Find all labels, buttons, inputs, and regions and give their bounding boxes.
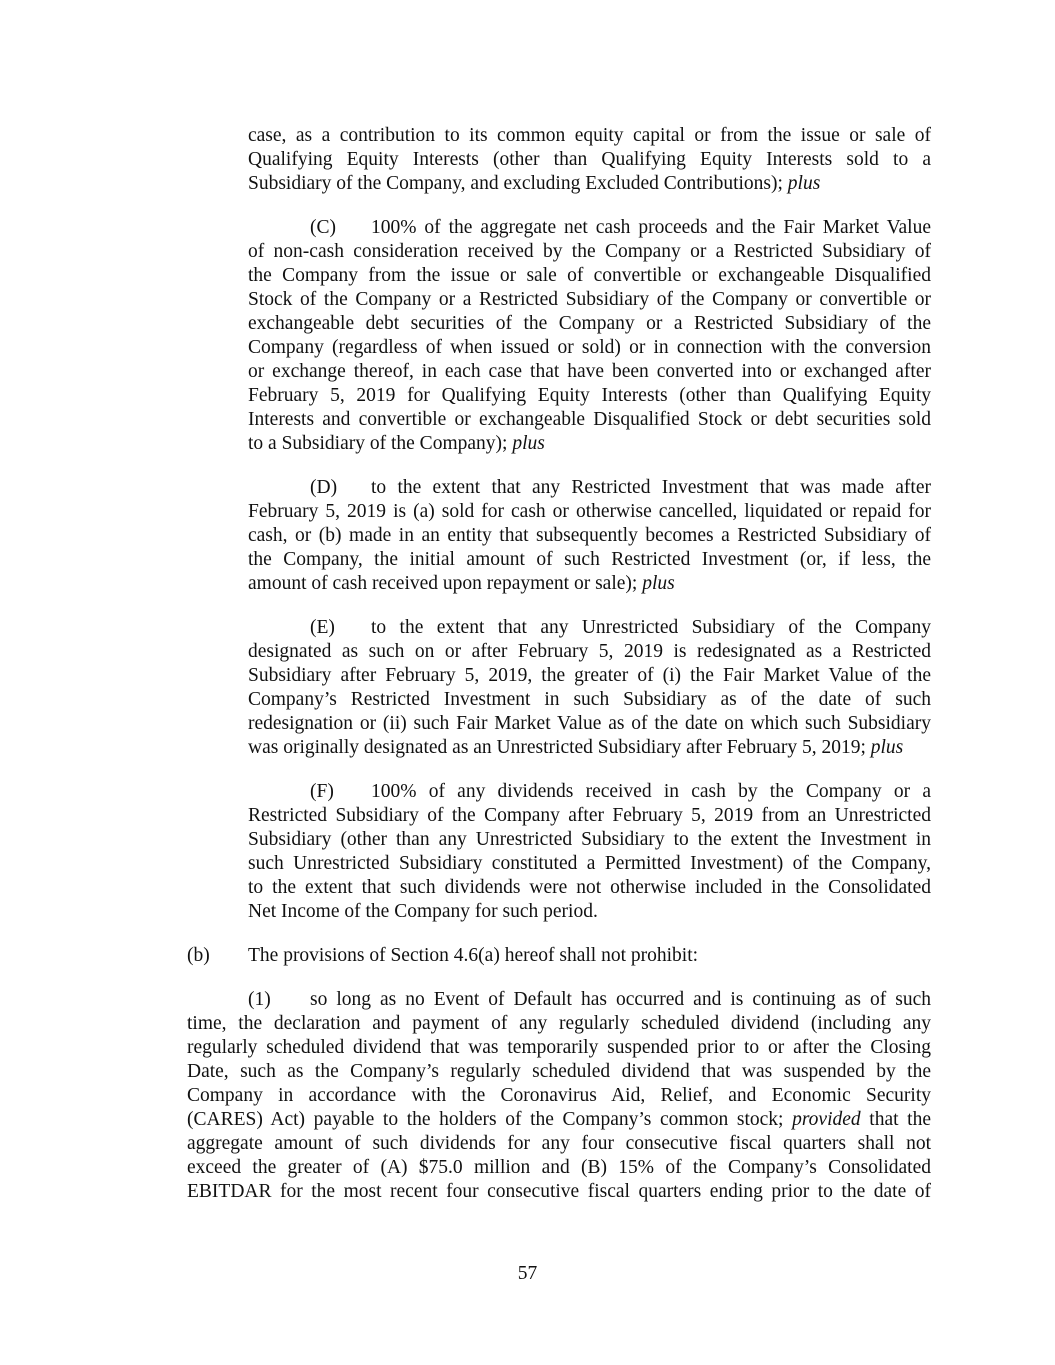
line-text: EBITDAR for the most recent four consecutive fiscal quarters ending prior to the date of	[187, 1181, 931, 1202]
text-line	[248, 900, 931, 924]
text-line	[248, 524, 931, 548]
italic-term: plus	[512, 433, 545, 454]
line-text: case, as a contribution to its common equity capital or from the issue or sale of	[248, 125, 931, 146]
clause-label: (b)	[187, 945, 210, 966]
line-text: Subsidiary of the Company, and excluding Excluded Contributions);	[248, 173, 788, 194]
line-text: to the extent that such dividends were not otherwise included in the Consolidated	[248, 877, 931, 898]
text-line	[248, 640, 931, 664]
line-text: 100% of any dividends received in cash by the Company or a	[371, 781, 931, 802]
line-text: February 5, 2019 is (a) sold for cash or otherwise cancelled, liquidated or repaid for	[248, 501, 931, 522]
line-text: Company (regardless of when issued or sold) or in connection with the conversion	[248, 337, 931, 358]
line-text: or exchange thereof, in each case that have been converted into or exchanged after	[248, 361, 931, 382]
line-text: so long as no Event of Default has occurred and is continuing as of such	[310, 989, 931, 1010]
text-line	[248, 876, 931, 900]
line-text: (CARES) Act) payable to the holders of the Company’s common stock;	[187, 1109, 793, 1130]
italic-term: provided	[792, 1109, 861, 1130]
text-line	[248, 216, 931, 240]
text-line	[187, 1180, 931, 1204]
text-line	[248, 432, 931, 456]
line-text: Company in accordance with the Coronavirus Aid, Relief, and Economic Security	[187, 1085, 931, 1106]
text-line	[248, 804, 931, 828]
paragraph	[0, 780, 1055, 924]
line-text: amount of cash received upon repayment or sale);	[248, 573, 643, 594]
text-line	[248, 264, 931, 288]
text-line	[248, 476, 931, 500]
clause-label: (C)	[310, 217, 336, 238]
text-line	[248, 828, 931, 852]
text-line	[187, 1084, 931, 1108]
paragraph	[0, 216, 1055, 456]
text-line	[248, 712, 931, 736]
text-line	[187, 1060, 931, 1084]
clause-label: (1)	[248, 989, 271, 1010]
line-text: Net Income of the Company for such period.	[248, 901, 598, 922]
italic-term: plus	[787, 173, 821, 194]
clause-label: (D)	[310, 477, 338, 498]
text-line	[248, 688, 931, 712]
paragraph	[0, 476, 1055, 596]
text-line	[248, 616, 931, 640]
text-line	[187, 1012, 931, 1036]
text-line	[248, 500, 931, 524]
line-text: regularly scheduled dividend that was temporarily suspended prior to or after the Closing	[187, 1037, 931, 1058]
line-text: The provisions of Section 4.6(a) hereof shall not prohibit:	[248, 945, 699, 966]
line-text: was originally designated as an Unrestricted Subsidiary after February 5, 2019;	[248, 737, 871, 758]
line-text: Subsidiary (other than any Unrestricted Subsidiary to the extent the Investment in	[248, 829, 931, 850]
line-text: that the	[860, 1109, 931, 1130]
line-text: such Unrestricted Subsidiary constituted a Permitted Investment) of the Company,	[248, 853, 931, 874]
text-line	[187, 944, 931, 968]
line-text: time, the declaration and payment of any regularly scheduled dividend (including any	[187, 1013, 931, 1034]
line-text: to the extent that any Restricted Investment that was made after	[371, 477, 931, 498]
text-line	[187, 1132, 931, 1156]
text-line	[248, 288, 931, 312]
line-text: exceed the greater of (A) $75.0 million and (B) 15% of the Company’s Consolidated	[187, 1157, 931, 1178]
text-line	[248, 664, 931, 688]
line-text: to a Subsidiary of the Company);	[248, 433, 513, 454]
line-text: 100% of the aggregate net cash proceeds and the Fair Market Value	[371, 217, 931, 238]
line-text: to the extent that any Unrestricted Subsidiary of the Company	[371, 617, 931, 638]
line-text: aggregate amount of such dividends for any four consecutive fiscal quarters shall not	[187, 1133, 931, 1154]
text-line	[248, 148, 931, 172]
text-line	[248, 172, 931, 196]
text-line	[248, 360, 931, 384]
line-text: of non-cash consideration received by the Company or a Restricted Subsidiary of	[248, 241, 931, 262]
text-line	[248, 852, 931, 876]
line-text: Stock of the Company or a Restricted Subsidiary of the Company or convertible or	[248, 289, 931, 310]
text-line	[248, 336, 931, 360]
text-line	[187, 1108, 931, 1132]
text-line	[248, 312, 931, 336]
paragraph	[0, 616, 1055, 760]
line-text: February 5, 2019 for Qualifying Equity Interests (other than Qualifying Equity	[248, 385, 931, 406]
line-text: redesignation or (ii) such Fair Market Value as of the date on which such Subsidiary	[248, 713, 931, 734]
text-line	[248, 548, 931, 572]
text-line	[248, 572, 931, 596]
clause-label: (F)	[310, 781, 334, 802]
line-text: Qualifying Equity Interests (other than Qualifying Equity Interests sold to a	[248, 149, 931, 170]
line-text: the Company, the initial amount of such Restricted Investment (or, if less, the	[248, 549, 931, 570]
text-line	[248, 780, 931, 804]
line-text: Subsidiary after February 5, 2019, the greater of (i) the Fair Market Value of the	[248, 665, 931, 686]
text-line	[187, 988, 931, 1012]
paragraph	[0, 988, 1055, 1204]
page-number: 57	[517, 1263, 538, 1284]
italic-term: plus	[642, 573, 675, 594]
text-line	[187, 1156, 931, 1180]
paragraph	[0, 944, 1055, 968]
line-text: Date, such as the Company’s regularly scheduled dividend that was suspended by the	[187, 1061, 931, 1082]
document-body	[0, 124, 1055, 1224]
paragraph	[0, 124, 1055, 196]
line-text: designated as such on or after February 5, 2019 is redesignated as a Restricted	[248, 641, 931, 662]
line-text: exchangeable debt securities of the Company or a Restricted Subsidiary of the	[248, 313, 931, 334]
line-text: Interests and convertible or exchangeable Disqualified Stock or debt securities sold	[248, 409, 931, 430]
text-line	[248, 240, 931, 264]
text-line	[248, 384, 931, 408]
text-line	[248, 736, 931, 760]
text-line	[187, 1036, 931, 1060]
clause-label: (E)	[310, 617, 335, 638]
text-line	[248, 408, 931, 432]
line-text: cash, or (b) made in an entity that subsequently becomes a Restricted Subsidiary of	[248, 525, 931, 546]
italic-term: plus	[870, 737, 904, 758]
line-text: Restricted Subsidiary of the Company after February 5, 2019 from an Unrestricted	[248, 805, 931, 826]
text-line	[248, 124, 931, 148]
line-text: Company’s Restricted Investment in such Subsidiary as of the date of such	[248, 689, 931, 710]
line-text: the Company from the issue or sale of convertible or exchangeable Disqualified	[248, 265, 931, 286]
